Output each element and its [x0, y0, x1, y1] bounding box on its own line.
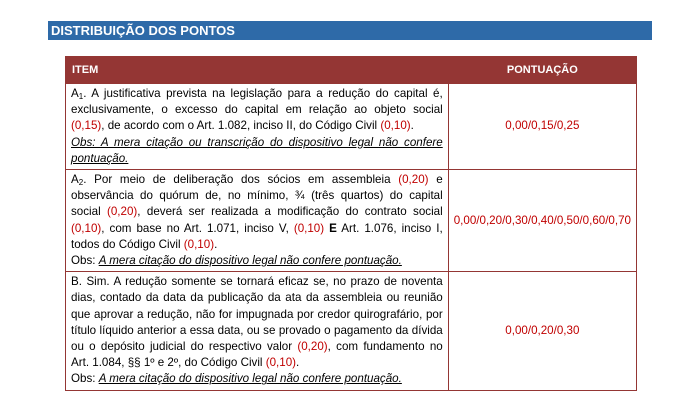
points-value: (0,10) — [265, 356, 297, 370]
table-row — [66, 170, 637, 272]
item-text: $A_1$. A justificativa prevista na legislação para a redução do capital é, exclusivamente, o excesso do capital em relação ao objeto social (0,15), de acordo com o Art. 1.082, inciso II, do Código Civil (0,10). — [71, 87, 443, 133]
item-text: $A_2$. Por meio de deliberação dos sócios em assembleia (0,20) e observância do quórum de, no mínimo, ¾ (três quartos) do capital social (0,20), deverá ser realizada a modificação do contrato social (0,10), com base no Art. 1.071, inciso V, (0,10) E Art. 1.076, inciso I, todos do Código Civil (0,10). — [71, 173, 443, 251]
score-cell: 0,00/0,20/0,30/0,40/0,50/0,60/0,70 — [448, 170, 636, 272]
score-cell: 0,00/0,15/0,25 — [448, 84, 636, 170]
points-value: (0,20) — [107, 205, 138, 219]
column-header-item: ITEM — [66, 57, 449, 84]
table-row — [66, 272, 637, 390]
points-value: (0,10) — [293, 221, 325, 235]
item-cell — [66, 272, 449, 390]
item-cell — [66, 84, 449, 170]
scoring-table — [65, 56, 637, 391]
points-value: (0,15) — [71, 119, 102, 133]
points-value: (0,10) — [71, 221, 102, 235]
points-value: (0,20) — [297, 340, 328, 354]
points-value: (0,20) — [398, 173, 429, 187]
item-cell — [66, 170, 449, 272]
points-value: (0,10) — [380, 119, 411, 133]
observation-note: Obs: A mera citação ou transcrição do dispositivo legal não confere pontuação. — [71, 135, 443, 165]
item-text: B. Sim. A redução somente se tornará eficaz se, no prazo de noventa dias, contado da data da publicação da ata da assembleia ou reunião que aprovar a redução, não for impugnada por credor quirografário, por título líquido anterior a essa data, ou se provado o pagamento da dívida ou o depósito judicial do respectivo valor (0,20), com fundamento no Art. 1.084, §§ 1º e 2º, do Código Civil (0,10). — [71, 275, 443, 370]
observation-note: Obs: A mera citação do dispositivo legal não confere pontuação. — [71, 372, 402, 386]
column-header-score: PONTUAÇÃO — [448, 57, 636, 84]
table-row — [66, 84, 637, 170]
section-title: DISTRIBUIÇÃO DOS PONTOS — [48, 21, 652, 40]
points-value: (0,10) — [183, 237, 215, 251]
observation-note: Obs: A mera citação do dispositivo legal não confere pontuação. — [71, 254, 402, 268]
table-header-row — [66, 57, 637, 84]
score-cell: 0,00/0,20/0,30 — [448, 272, 636, 390]
